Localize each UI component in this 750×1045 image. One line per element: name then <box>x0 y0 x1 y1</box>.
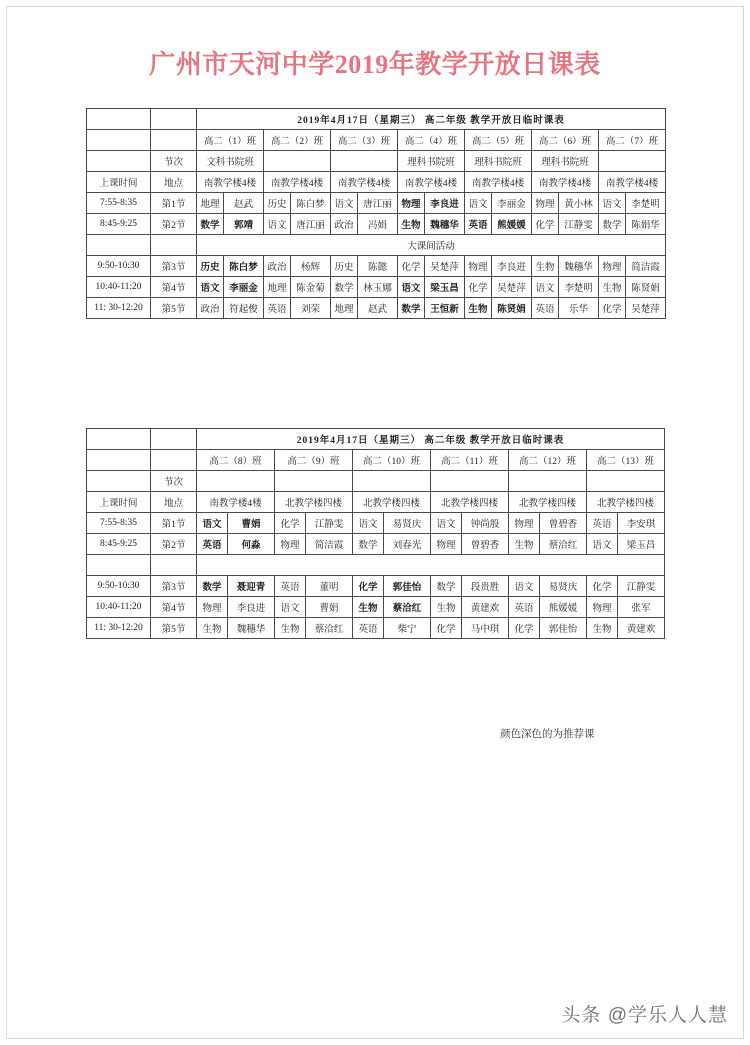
teacher-cell: 林玉娜 <box>358 277 398 298</box>
period-cell: 第4节 <box>151 277 197 298</box>
subject-cell: 物理 <box>509 513 540 534</box>
subject-cell: 语文 <box>353 513 384 534</box>
class-header-cell: 高二（12）班 <box>509 450 587 471</box>
teacher-cell: 冯娟 <box>358 214 398 235</box>
teacher-cell: 陈懿 <box>358 256 398 277</box>
subject-cell: 语文 <box>331 193 358 214</box>
time-cell: 10:40-11:20 <box>87 597 151 618</box>
page-title: 广州市天河中学2019年教学开放日课表 <box>149 50 601 79</box>
teacher-cell: 蔡洽红 <box>540 534 587 555</box>
time-cell: 11: 30-12:20 <box>87 618 151 639</box>
time-cell: 10:40-11:20 <box>87 277 151 298</box>
teacher-cell: 乐华 <box>559 298 599 319</box>
teacher-cell: 李丽金 <box>492 193 532 214</box>
subject-cell: 语文 <box>587 534 618 555</box>
banner-left-blank <box>151 109 197 130</box>
teacher-cell: 熊媛媛 <box>540 597 587 618</box>
place-cell: 南教学楼4楼 <box>197 492 275 513</box>
period-col-label: 节次 <box>151 471 197 492</box>
teacher-cell: 吴楚萍 <box>492 277 532 298</box>
class-header-blank <box>151 130 197 151</box>
subject-cell: 生物 <box>398 214 425 235</box>
class-header-cell: 高二（2）班 <box>264 130 331 151</box>
subject-cell: 数学 <box>398 298 425 319</box>
teacher-cell: 魏穗华 <box>559 256 599 277</box>
subject-cell: 数学 <box>353 534 384 555</box>
subject-cell: 生物 <box>431 597 462 618</box>
schedule-row <box>87 534 665 555</box>
period-cell: 第2节 <box>151 214 197 235</box>
subject-cell: 政治 <box>264 256 291 277</box>
teacher-cell: 马中琪 <box>462 618 509 639</box>
time-cell: 7:55-8:35 <box>87 193 151 214</box>
spacer-cell <box>87 130 151 151</box>
teacher-cell: 曾碧香 <box>540 513 587 534</box>
teacher-cell: 唐江丽 <box>358 193 398 214</box>
stream-cell: 理科书院班 <box>465 151 532 172</box>
subject-cell: 物理 <box>532 193 559 214</box>
teacher-cell: 陈娟华 <box>626 214 666 235</box>
subject-cell: 数学 <box>197 576 228 597</box>
banner-row <box>87 109 666 130</box>
teacher-cell: 黄建欢 <box>618 618 665 639</box>
place-cell: 南教学楼4楼 <box>398 172 465 193</box>
subject-cell: 历史 <box>197 256 224 277</box>
watermark: 头条 @学乐人人慧 <box>561 1005 728 1026</box>
teacher-cell: 段贵胜 <box>462 576 509 597</box>
teacher-cell: 江静雯 <box>559 214 599 235</box>
teacher-cell: 符起俊 <box>224 298 264 319</box>
teacher-cell: 陈金菊 <box>291 277 331 298</box>
schedule-table-2 <box>86 428 665 639</box>
subject-cell: 数学 <box>331 277 358 298</box>
subject-cell: 生物 <box>353 597 384 618</box>
banner-left-blank <box>151 429 197 450</box>
subject-cell: 语文 <box>197 277 224 298</box>
stream-cell <box>197 471 275 492</box>
stream-cell <box>353 471 431 492</box>
subject-cell: 语文 <box>264 214 291 235</box>
spacer-cell <box>87 450 151 471</box>
subject-cell: 生物 <box>465 298 492 319</box>
time-cell: 9:50-10:30 <box>87 256 151 277</box>
teacher-cell: 熊媛媛 <box>492 214 532 235</box>
teacher-cell: 李良进 <box>492 256 532 277</box>
teacher-cell: 梁玉昌 <box>618 534 665 555</box>
subject-cell: 英语 <box>532 298 559 319</box>
period-cell: 第5节 <box>151 618 197 639</box>
place-cell: 北教学楼四楼 <box>587 492 665 513</box>
schedule-row <box>87 214 666 235</box>
subject-cell: 生物 <box>275 618 306 639</box>
schedule-table-2-container <box>86 428 665 639</box>
subject-cell: 数学 <box>431 576 462 597</box>
schedule-row <box>87 256 666 277</box>
subject-cell: 物理 <box>465 256 492 277</box>
class-header-cell: 高二（7）班 <box>599 130 666 151</box>
stream-cell <box>431 471 509 492</box>
stream-cell <box>509 471 587 492</box>
subject-cell: 物理 <box>197 597 228 618</box>
teacher-cell: 曾碧香 <box>462 534 509 555</box>
teacher-cell: 魏穗华 <box>228 618 275 639</box>
stream-cell <box>264 151 331 172</box>
subject-cell: 英语 <box>353 618 384 639</box>
subject-cell: 物理 <box>599 256 626 277</box>
schedule-table-1 <box>86 108 666 319</box>
stream-cell <box>599 151 666 172</box>
subject-cell: 数学 <box>197 214 224 235</box>
teacher-cell: 王恒新 <box>425 298 465 319</box>
break-label <box>197 555 665 576</box>
spacer-cell <box>87 109 151 130</box>
subject-cell: 物理 <box>275 534 306 555</box>
period-cell: 第3节 <box>151 256 197 277</box>
period-cell: 第2节 <box>151 534 197 555</box>
subject-cell: 英语 <box>509 597 540 618</box>
teacher-cell: 张军 <box>618 597 665 618</box>
teacher-cell: 郭靖 <box>224 214 264 235</box>
class-header-cell: 高二（4）班 <box>398 130 465 151</box>
subject-cell: 政治 <box>331 214 358 235</box>
banner-title: 2019年4月17日（星期三） 高二年级 教学开放日临时课表 <box>197 109 666 130</box>
subject-cell: 化学 <box>275 513 306 534</box>
subject-cell: 语文 <box>599 193 626 214</box>
schedule-row <box>87 513 665 534</box>
subject-cell: 化学 <box>599 298 626 319</box>
subject-cell: 语文 <box>398 277 425 298</box>
stream-cell <box>275 471 353 492</box>
subject-cell: 生物 <box>587 618 618 639</box>
subject-cell: 英语 <box>197 534 228 555</box>
place-cell: 南教学楼4楼 <box>197 172 264 193</box>
class-header-row <box>87 130 666 151</box>
class-header-cell: 高二（9）班 <box>275 450 353 471</box>
place-cell: 南教学楼4楼 <box>599 172 666 193</box>
teacher-cell: 唐江丽 <box>291 214 331 235</box>
teacher-cell: 柴宁 <box>384 618 431 639</box>
subject-cell: 生物 <box>599 277 626 298</box>
teacher-cell: 陈白梦 <box>291 193 331 214</box>
teacher-cell: 刘春光 <box>384 534 431 555</box>
subject-cell: 地理 <box>331 298 358 319</box>
teacher-cell: 何淼 <box>228 534 275 555</box>
subject-cell: 物理 <box>587 597 618 618</box>
subject-cell: 语文 <box>509 576 540 597</box>
place-cell: 南教学楼4楼 <box>264 172 331 193</box>
time-cell: 9:50-10:30 <box>87 576 151 597</box>
subject-cell: 英语 <box>264 298 291 319</box>
stream-cell: 文科书院班 <box>197 151 264 172</box>
teacher-cell: 李丽金 <box>224 277 264 298</box>
subject-cell: 英语 <box>587 513 618 534</box>
place-cell: 北教学楼四楼 <box>431 492 509 513</box>
teacher-cell: 李良进 <box>425 193 465 214</box>
schedule-row <box>87 277 666 298</box>
teacher-cell: 陈白梦 <box>224 256 264 277</box>
teacher-cell: 魏穗华 <box>425 214 465 235</box>
class-header-cell: 高二（5）班 <box>465 130 532 151</box>
stream-row <box>87 151 666 172</box>
teacher-cell: 黄建欢 <box>462 597 509 618</box>
class-header-blank <box>151 450 197 471</box>
teacher-cell: 易贤庆 <box>384 513 431 534</box>
teacher-cell: 简洁霞 <box>626 256 666 277</box>
teacher-cell: 陈贤娟 <box>492 298 532 319</box>
subject-cell: 生物 <box>509 534 540 555</box>
subject-cell: 化学 <box>532 214 559 235</box>
banner-row <box>87 429 665 450</box>
place-cell: 南教学楼4楼 <box>465 172 532 193</box>
spacer-cell <box>87 555 151 576</box>
teacher-cell: 江静雯 <box>306 513 353 534</box>
time-cell: 8:45-9:25 <box>87 214 151 235</box>
subject-cell: 语文 <box>197 513 228 534</box>
legend-note: 颜色深色的为推荐课 <box>500 729 595 740</box>
teacher-cell: 杨辉 <box>291 256 331 277</box>
break-row <box>87 235 666 256</box>
teacher-cell: 蔡洽红 <box>384 597 431 618</box>
subject-cell: 化学 <box>431 618 462 639</box>
time-cell: 11: 30-12:20 <box>87 298 151 319</box>
subject-cell: 地理 <box>264 277 291 298</box>
spacer-cell <box>87 151 151 172</box>
schedule-table-1-container <box>86 108 666 319</box>
schedule-row <box>87 193 666 214</box>
time-cell: 8:45-9:25 <box>87 534 151 555</box>
subject-cell: 生物 <box>532 256 559 277</box>
spacer-cell <box>87 429 151 450</box>
teacher-cell: 黄小林 <box>559 193 599 214</box>
teacher-cell: 陈贤娟 <box>626 277 666 298</box>
stream-row <box>87 471 665 492</box>
break-label: 大课间活动 <box>197 235 666 256</box>
subject-cell: 化学 <box>509 618 540 639</box>
stream-cell: 理科书院班 <box>532 151 599 172</box>
teacher-cell: 易贤庆 <box>540 576 587 597</box>
subject-cell: 语文 <box>275 597 306 618</box>
class-header-cell: 高二（13）班 <box>587 450 665 471</box>
subject-cell: 语文 <box>431 513 462 534</box>
teacher-cell: 董明 <box>306 576 353 597</box>
teacher-cell: 赵武 <box>358 298 398 319</box>
teacher-cell: 李良进 <box>228 597 275 618</box>
class-header-cell: 高二（11）班 <box>431 450 509 471</box>
spacer-cell <box>87 471 151 492</box>
teacher-cell: 郭佳怡 <box>540 618 587 639</box>
subject-cell: 物理 <box>431 534 462 555</box>
teacher-cell: 曹娟 <box>228 513 275 534</box>
place-cell: 北教学楼四楼 <box>509 492 587 513</box>
place-cell: 北教学楼四楼 <box>353 492 431 513</box>
subject-cell: 英语 <box>275 576 306 597</box>
schedule-row <box>87 597 665 618</box>
schedule-row <box>87 298 666 319</box>
teacher-cell: 郭佳怡 <box>384 576 431 597</box>
time-col-label: 上课时间 <box>87 492 151 513</box>
subject-cell: 物理 <box>398 193 425 214</box>
place-cell: 南教学楼4楼 <box>532 172 599 193</box>
subject-cell: 化学 <box>465 277 492 298</box>
subject-cell: 化学 <box>398 256 425 277</box>
stream-cell <box>587 471 665 492</box>
teacher-cell: 李楚明 <box>626 193 666 214</box>
period-cell: 第3节 <box>151 576 197 597</box>
break-left-blank <box>151 555 197 576</box>
period-cell: 第4节 <box>151 597 197 618</box>
banner-title: 2019年4月17日（星期三） 高二年级 教学开放日临时课表 <box>197 429 665 450</box>
time-cell: 7:55-8:35 <box>87 513 151 534</box>
stream-cell <box>331 151 398 172</box>
break-left-blank <box>151 235 197 256</box>
teacher-cell: 简洁霞 <box>306 534 353 555</box>
place-cell: 南教学楼4楼 <box>331 172 398 193</box>
break-row <box>87 555 665 576</box>
period-col-label: 节次 <box>151 151 197 172</box>
subject-cell: 英语 <box>465 214 492 235</box>
class-header-cell: 高二（8）班 <box>197 450 275 471</box>
class-header-row <box>87 450 665 471</box>
period-cell: 第1节 <box>151 193 197 214</box>
stream-cell: 理科书院班 <box>398 151 465 172</box>
teacher-cell: 钟尚殷 <box>462 513 509 534</box>
place-col-label: 地点 <box>151 492 197 513</box>
subject-cell: 历史 <box>264 193 291 214</box>
subject-cell: 政治 <box>197 298 224 319</box>
place-row <box>87 492 665 513</box>
place-col-label: 地点 <box>151 172 197 193</box>
subject-cell: 化学 <box>353 576 384 597</box>
class-header-cell: 高二（6）班 <box>532 130 599 151</box>
subject-cell: 数学 <box>599 214 626 235</box>
teacher-cell: 吴楚萍 <box>626 298 666 319</box>
spacer-cell <box>87 235 151 256</box>
class-header-cell: 高二（3）班 <box>331 130 398 151</box>
teacher-cell: 吴楚萍 <box>425 256 465 277</box>
teacher-cell: 赵武 <box>224 193 264 214</box>
place-row <box>87 172 666 193</box>
teacher-cell: 李楚明 <box>559 277 599 298</box>
schedule-row <box>87 618 665 639</box>
subject-cell: 语文 <box>465 193 492 214</box>
period-cell: 第5节 <box>151 298 197 319</box>
teacher-cell: 李安琪 <box>618 513 665 534</box>
class-header-cell: 高二（1）班 <box>197 130 264 151</box>
period-cell: 第1节 <box>151 513 197 534</box>
place-cell: 北教学楼四楼 <box>275 492 353 513</box>
class-header-cell: 高二（10）班 <box>353 450 431 471</box>
subject-cell: 历史 <box>331 256 358 277</box>
teacher-cell: 蔡洽红 <box>306 618 353 639</box>
subject-cell: 地理 <box>197 193 224 214</box>
teacher-cell: 聂迎青 <box>228 576 275 597</box>
schedule-row <box>87 576 665 597</box>
teacher-cell: 刘荣 <box>291 298 331 319</box>
teacher-cell: 江静雯 <box>618 576 665 597</box>
teacher-cell: 梁玉昌 <box>425 277 465 298</box>
subject-cell: 语文 <box>532 277 559 298</box>
subject-cell: 生物 <box>197 618 228 639</box>
teacher-cell: 曹娟 <box>306 597 353 618</box>
time-col-label: 上课时间 <box>87 172 151 193</box>
subject-cell: 化学 <box>587 576 618 597</box>
